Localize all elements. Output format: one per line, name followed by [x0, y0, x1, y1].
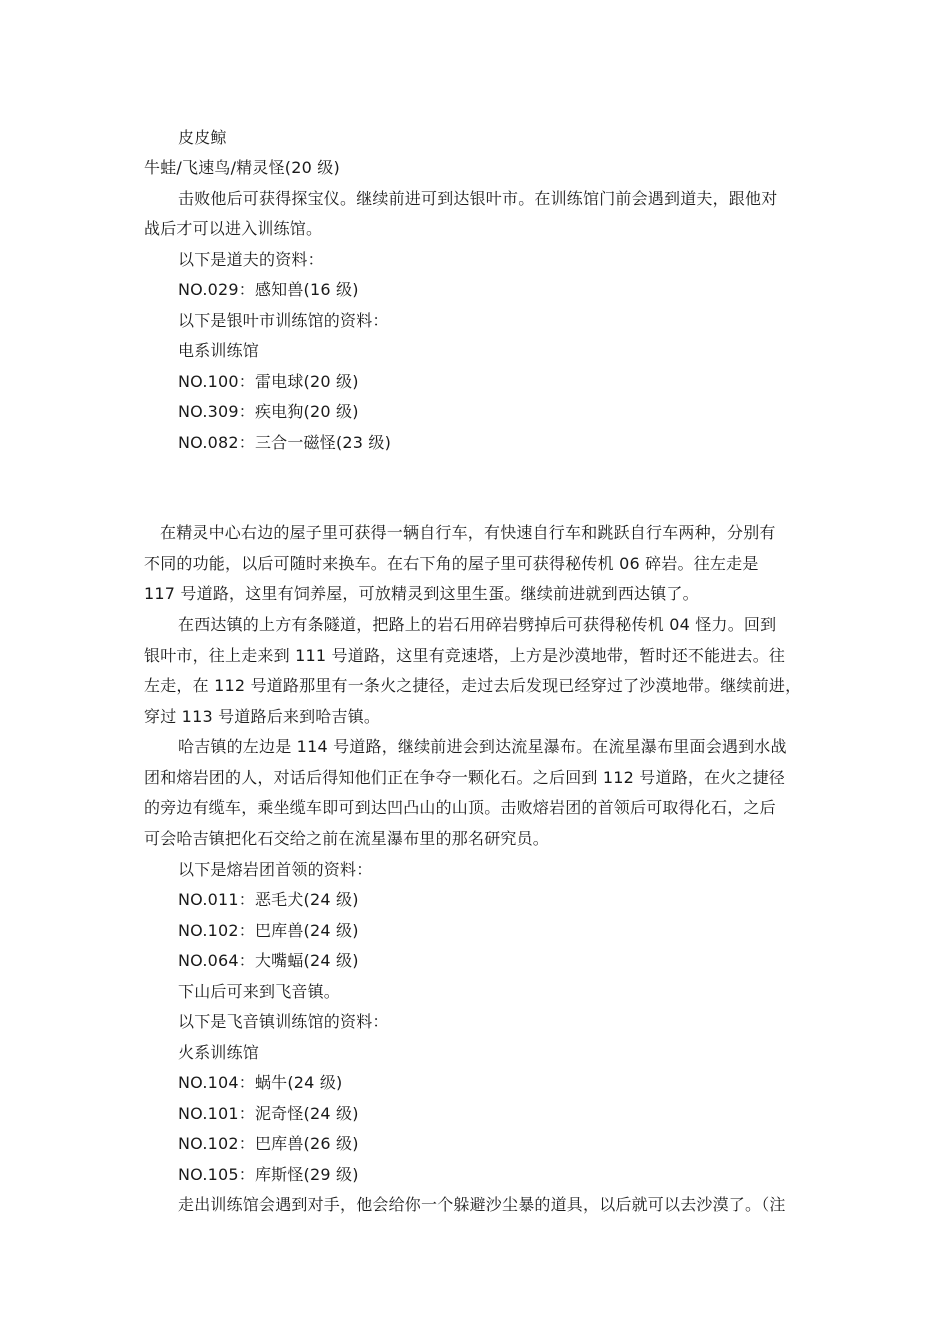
- text-line: 电系训练馆: [178, 341, 260, 360]
- text-line: 可会哈吉镇把化石交给之前在流星瀑布里的那名研究员。: [144, 829, 550, 848]
- text-line: 以下是飞音镇训练馆的资料：: [178, 1012, 389, 1031]
- text-line: NO.011：恶毛犬(24 级): [178, 890, 359, 909]
- text-line: 团和熔岩团的人，对话后得知他们正在争夺一颗化石。之后回到 112 号道路，在火之捷径: [144, 768, 786, 787]
- text-line: NO.100：雷电球(20 级): [178, 372, 359, 391]
- text-line: 走出训练馆会遇到对手，他会给你一个躲避沙尘暴的道具，以后就可以去沙漠了。（注: [178, 1195, 786, 1214]
- text-line: NO.102：巴库兽(26 级): [178, 1134, 359, 1153]
- text-line: 皮皮鲸: [178, 128, 227, 147]
- text-line: 银叶市，往上走来到 111 号道路，这里有竞速塔，上方是沙漠地带，暂时还不能进去。往: [144, 646, 786, 665]
- text-line: 以下是道夫的资料：: [178, 250, 324, 269]
- text-line: 以下是银叶市训练馆的资料：: [178, 311, 389, 330]
- text-line: 下山后可来到飞音镇。: [178, 982, 341, 1001]
- text-line: 117 号道路，这里有饲养屋，可放精灵到这里生蛋。继续前进就到西达镇了。: [144, 584, 699, 603]
- text-line: 在精灵中心右边的屋子里可获得一辆自行车，有快速自行车和跳跃自行车两种，分别有: [160, 523, 776, 542]
- text-line: NO.082：三合一磁怪(23 级): [178, 433, 392, 452]
- text-line: 战后才可以进入训练馆。: [144, 219, 323, 238]
- text-line: NO.105：库斯怪(29 级): [178, 1165, 359, 1184]
- text-line: NO.309：疾电狗(20 级): [178, 402, 359, 421]
- text-line: 在西达镇的上方有条隧道，把路上的岩石用碎岩劈掉后可获得秘传机 04 怪力。回到: [178, 615, 777, 634]
- text-line: NO.104：蜗牛(24 级): [178, 1073, 343, 1092]
- text-line: NO.102：巴库兽(24 级): [178, 921, 359, 940]
- text-line: 火系训练馆: [178, 1043, 260, 1062]
- text-line: 穿过 113 号道路后来到哈吉镇。: [144, 707, 381, 726]
- text-line: 击败他后可获得探宝仪。继续前进可到达银叶市。在训练馆门前会遇到道夫，跟他对: [178, 189, 778, 208]
- text-line: 左走，在 112 号道路那里有一条火之捷径，走过去后发现已经穿过了沙漠地带。继续前进，: [144, 676, 802, 695]
- text-line: 哈吉镇的左边是 114 号道路，继续前进会到达流星瀑布。在流星瀑布里面会遇到水战: [178, 737, 787, 756]
- text-line: 以下是熔岩团首领的资料：: [178, 860, 373, 879]
- text-line: NO.101：泥奇怪(24 级): [178, 1104, 359, 1123]
- text-line: 牛蛙/飞速鸟/精灵怪(20 级): [144, 158, 340, 177]
- text-line: NO.029：感知兽(16 级): [178, 280, 359, 299]
- text-line: 不同的功能，以后可随时来换车。在右下角的屋子里可获得秘传机 06 碎岩。往左走是: [144, 554, 759, 573]
- text-line: NO.064：大嘴蝠(24 级): [178, 951, 359, 970]
- text-line: 的旁边有缆车，乘坐缆车即可到达凹凸山的山顶。击败熔岩团的首领后可取得化石，之后: [144, 798, 776, 817]
